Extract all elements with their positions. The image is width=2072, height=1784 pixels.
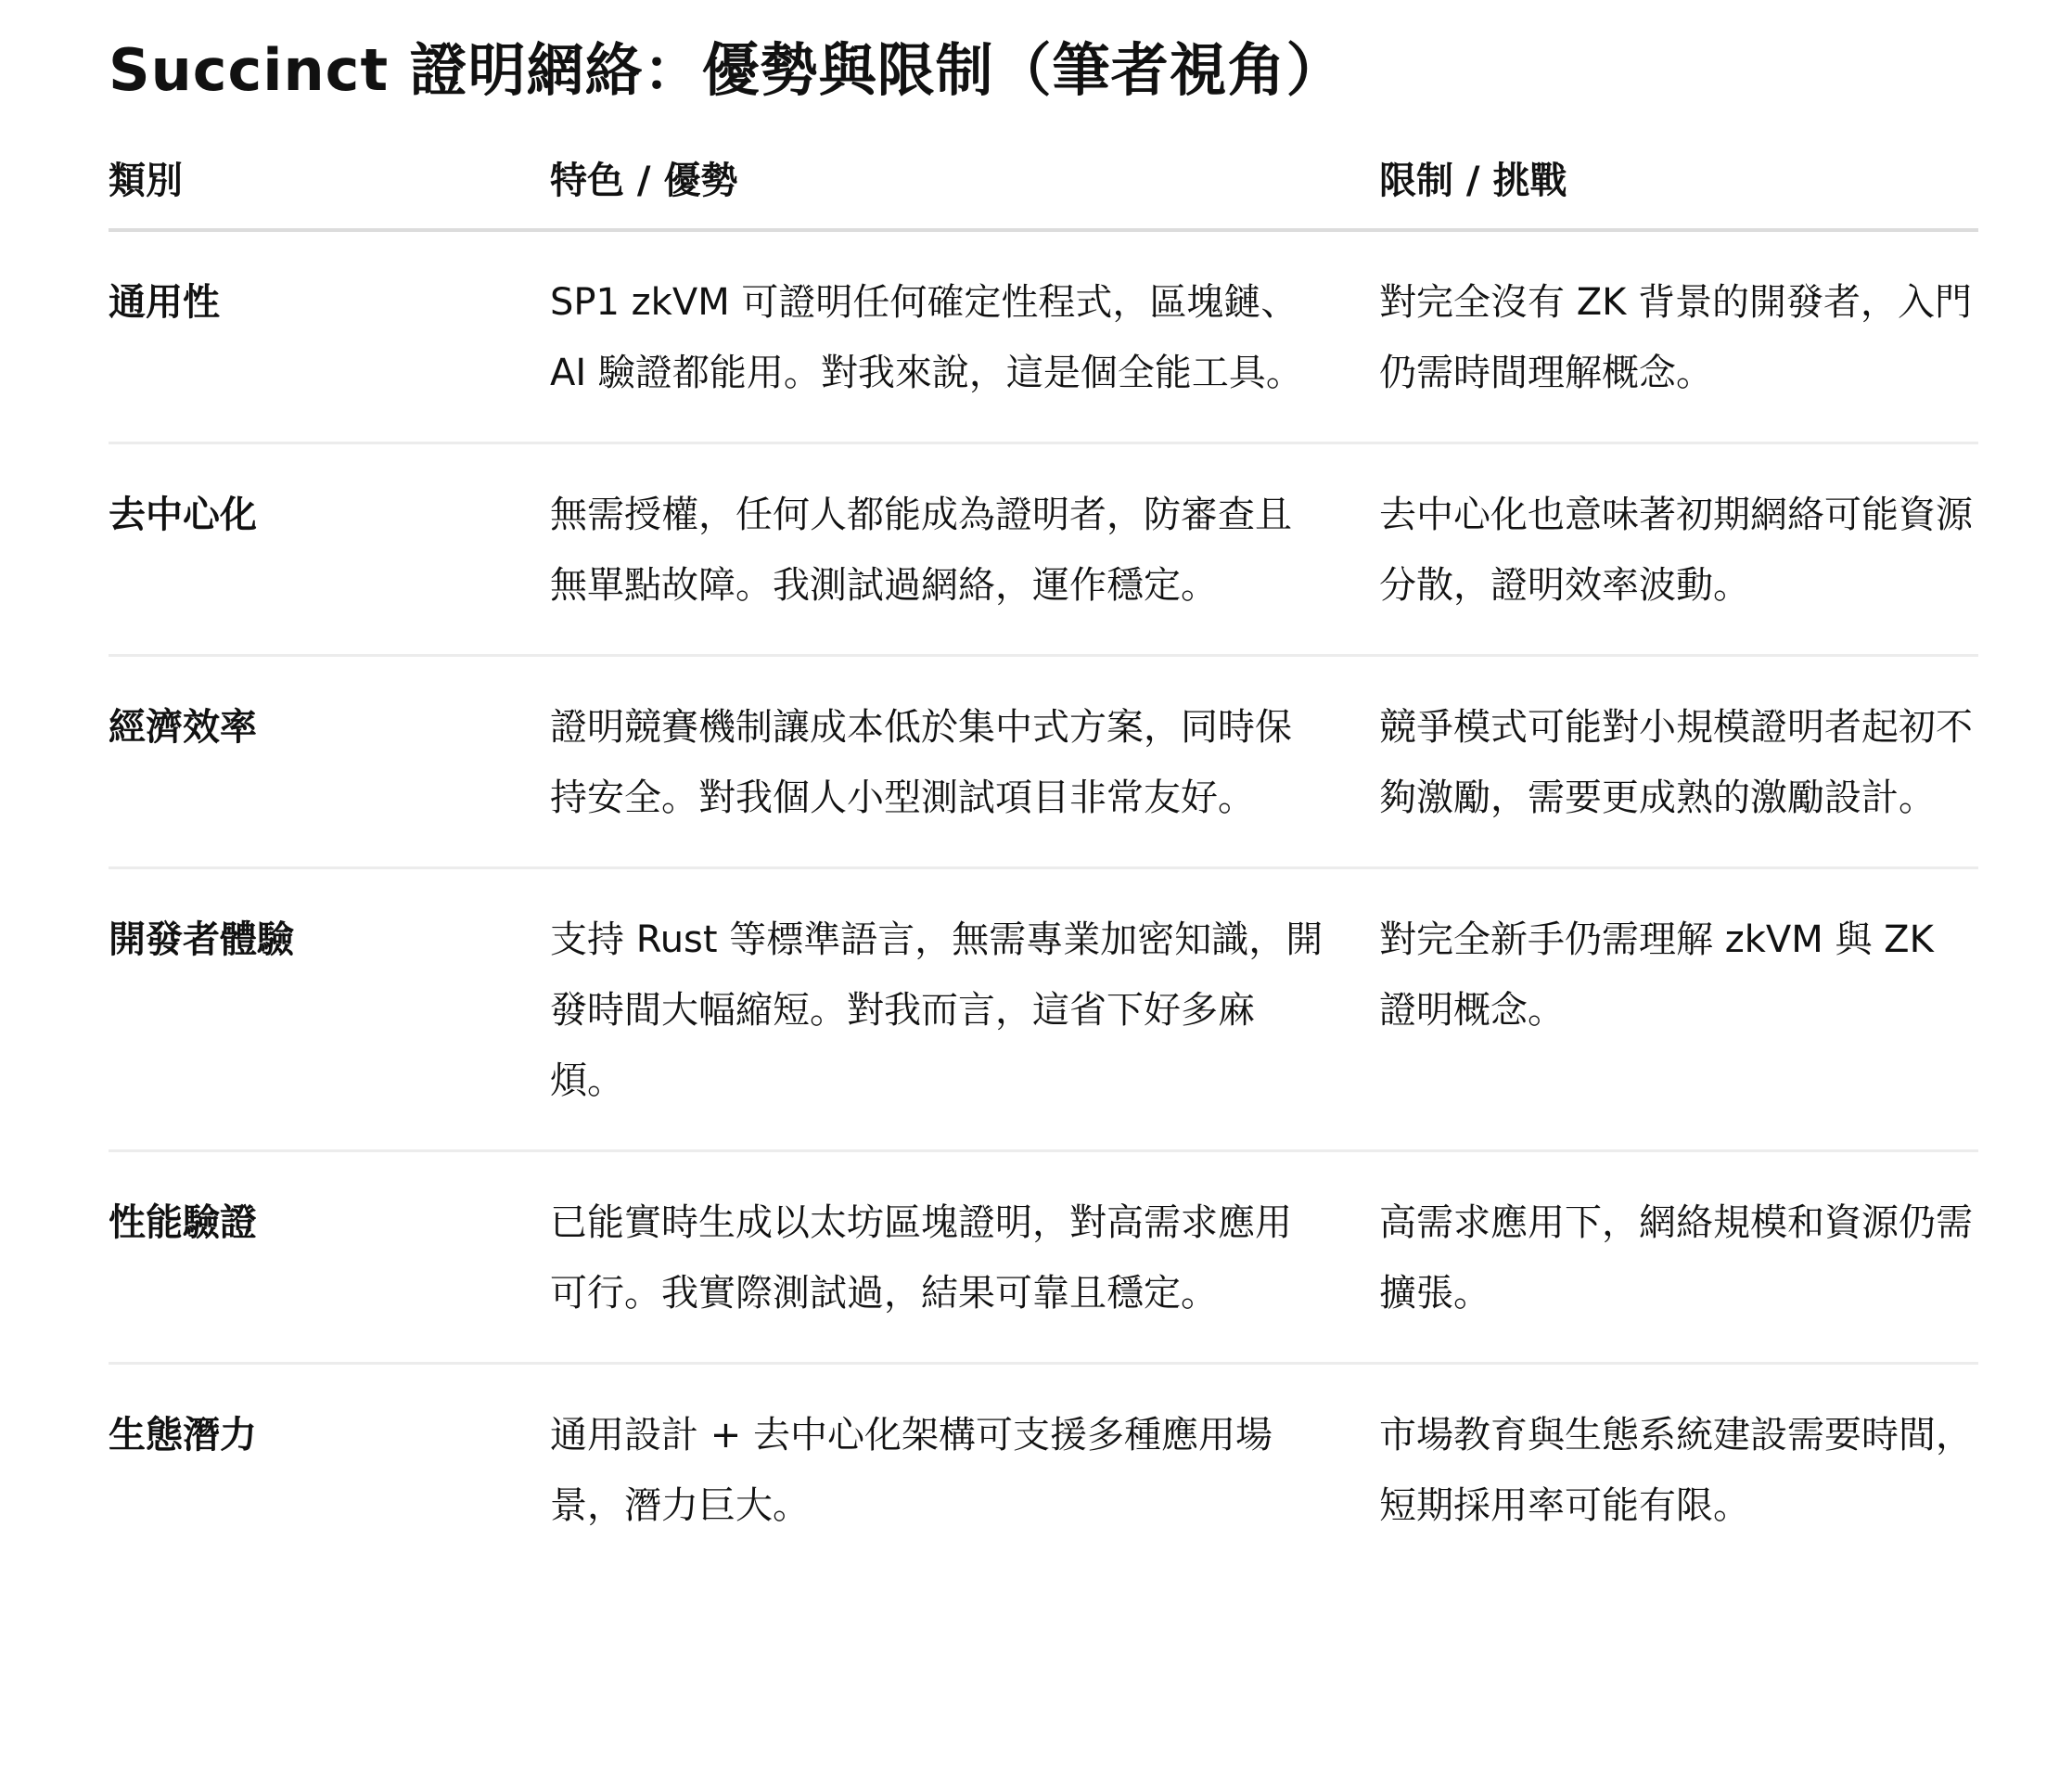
- table-body: [109, 230, 1978, 1574]
- table-header: [109, 135, 1978, 230]
- row-cons: 競爭模式可能對小規模證明者起初不夠激勵，需要更成熟的激勵設計。: [1379, 656, 1978, 868]
- row-category: 性能驗證: [109, 1151, 550, 1364]
- row-category: 通用性: [109, 230, 550, 443]
- row-pros: 證明競賽機制讓成本低於集中式方案，同時保持安全。對我個人小型測試項目非常友好。: [550, 656, 1379, 868]
- row-pros: SP1 zkVM 可證明任何確定性程式，區塊鏈、AI 驗證都能用。對我來說，這是個全能工具。: [550, 230, 1379, 443]
- row-cons: 去中心化也意味著初期網絡可能資源分散，證明效率波動。: [1379, 443, 1978, 656]
- header-cons: 限制 / 挑戰: [1379, 135, 1978, 230]
- row-cons: 對完全沒有 ZK 背景的開發者，入門仍需時間理解概念。: [1379, 230, 1978, 443]
- table-row: [109, 443, 1978, 656]
- row-pros: 已能實時生成以太坊區塊證明，對高需求應用可行。我實際測試過，結果可靠且穩定。: [550, 1151, 1379, 1364]
- comparison-table: [109, 135, 1978, 1574]
- row-pros: 通用設計 + 去中心化架構可支援多種應用場景，潛力巨大。: [550, 1414, 1273, 1527]
- table-header-row: [109, 135, 1978, 230]
- row-pros: 支持 Rust 等標準語言，無需專業加密知識，開發時間大幅縮短。對我而言，這省下好多麻煩。: [550, 868, 1379, 1151]
- table-row: [109, 868, 1978, 1151]
- row-category: 生態潛力: [109, 1414, 257, 1457]
- header-category: 類別: [109, 135, 550, 230]
- table-row: [109, 230, 1978, 443]
- row-cons: 對完全新手仍需理解 zkVM 與 ZK 證明概念。: [1379, 868, 1978, 1151]
- table-row: [109, 1364, 1978, 1575]
- table-row: [109, 656, 1978, 868]
- row-pros: 無需授權，任何人都能成為證明者，防審查且無單點故障。我測試過網絡，運作穩定。: [550, 443, 1379, 656]
- page-title: Succinct 證明網絡：優勢與限制（筆者視角）: [109, 36, 1345, 104]
- table-row: [109, 1151, 1978, 1364]
- row-cons: 市場教育與生態系統建設需要時間，短期採用率可能有限。: [1379, 1414, 1973, 1527]
- header-pros: 特色 / 優勢: [550, 135, 1379, 230]
- row-category: 開發者體驗: [109, 868, 550, 1151]
- row-cons: 高需求應用下，網絡規模和資源仍需擴張。: [1379, 1151, 1978, 1364]
- row-category: 經濟效率: [109, 656, 550, 868]
- row-category: 去中心化: [109, 443, 550, 656]
